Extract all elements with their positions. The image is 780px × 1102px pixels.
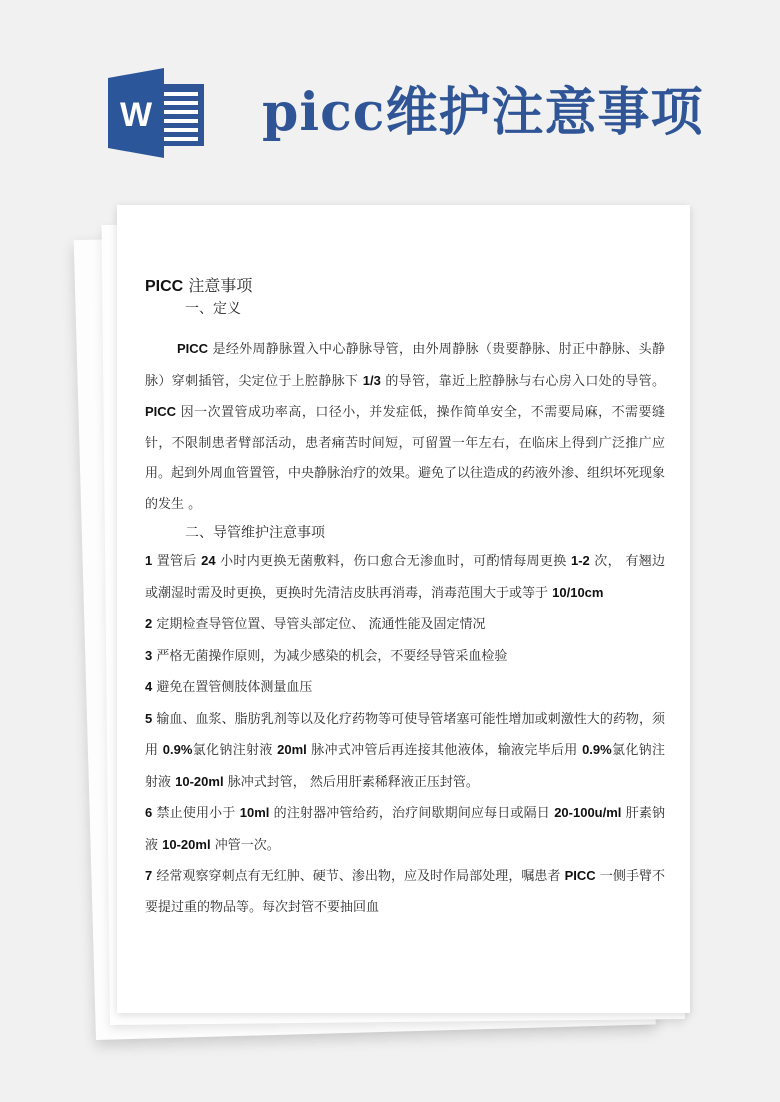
document-title: picc维护注意事项 <box>262 82 704 143</box>
document-content <box>145 275 665 923</box>
list-item-4: 4 避免在置管侧肢体测量血压 <box>145 679 313 695</box>
list-item-5: 5 输血、血浆、脂肪乳剂等以及化疗药物等可使导管堵塞可能性增加或刺激性大的药物，须用 0.9%氯化钠注射液 20ml 脉冲式冲管后再连接其他液体，输液完毕后用 0.9%氯化钠注射液 10-20ml 脉冲式封管， 然后用肝素稀释液正压封管。 <box>145 710 665 790</box>
document-heading: PICC 注意事项 <box>145 276 253 295</box>
definition-paragraph: PICC 是经外周静脉置入中心静脉导管，由外周静脉（贵要静脉、肘正中静脉、头静脉）穿刺插管，尖定位于上腔静脉下 1/3 的导管，靠近上腔静脉与右心房入口处的导管。 PICC 因一次置管成功率高，口径小，并发症低，操作简单安全，不需要局麻，不需要缝针，不限制患者臂部活动，患者痛苦时间短，可留置一年左右，在临床上得到广泛推广应用。起到外周血管置管，中央静脉治疗的效果。避免了以往造成的药液外渗、组织坏死现象的发生 。 <box>145 341 666 512</box>
word-doc-icon <box>108 68 208 158</box>
section-2-title: 二、导管维护注意事项 <box>185 525 325 541</box>
svg-text:W: W <box>119 96 153 134</box>
list-item-6: 6 禁止使用小于 10ml 的注射器冲管给药，治疗间歇期间应每日或隔日 20-100u/ml 肝素钠液 10-20ml 冲管一次。 <box>145 805 666 853</box>
document-page <box>117 205 690 1013</box>
list-item-1: 1 置管后 24 小时内更换无菌敷料，伤口愈合无渗血时，可酌情每周更换 1-2 次， 有翘边或潮湿时需及时更换，更换时先清洁皮肤再消毒，消毒范围大于或等于 10/10cm <box>145 553 666 601</box>
page-header <box>0 0 780 200</box>
section-1-title: 一、定义 <box>185 301 241 317</box>
list-item-7: 7 经常观察穿刺点有无红肿、硬节、渗出物，应及时作局部处理，嘱患者 PICC 一侧手臂不要提过重的物品等。每次封管不要抽回血 <box>145 868 666 915</box>
list-item-3: 3 严格无菌操作原则，为减少感染的机会，不要经导管采血检验 <box>145 647 508 664</box>
list-item-2: 2 定期检查导管位置、导管头部定位、 流通性能及固定情况 <box>145 616 486 632</box>
